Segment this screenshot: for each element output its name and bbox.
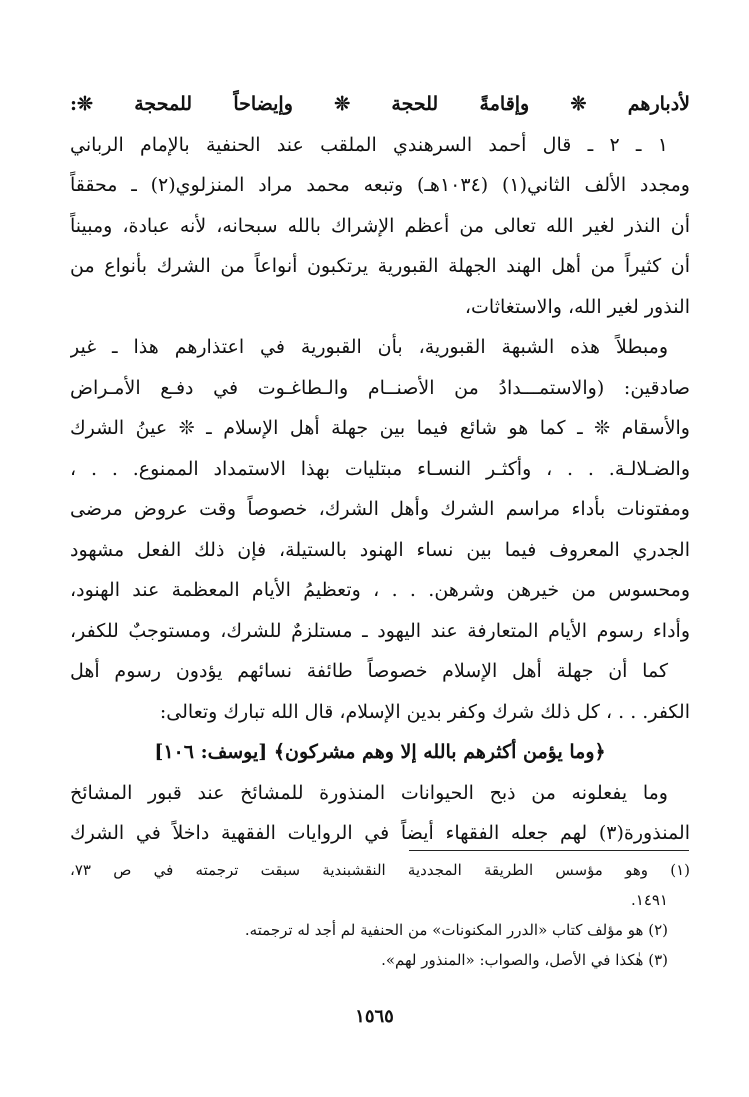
text-line-1: لأدبارهم ❊ وإقامةً للحجة ❊ وإيضاحاً للمحجة ❊: bbox=[70, 93, 690, 115]
page-number: ١٥٦٥ bbox=[355, 1006, 394, 1027]
text-line-6: النذور لغير الله، والاستغاثات، bbox=[464, 295, 690, 318]
main-text-block bbox=[70, 84, 690, 854]
text-line-13: ومحسوس من خيرهن وشرهن. . . ، وتعظيمُ الأيام المعظمة عند الهنود، bbox=[70, 579, 690, 601]
text-line-19: المنذورة(٣) لهم جعله الفقهاء أيضاً في الروايات الفقهية داخلاً في الشرك bbox=[70, 822, 690, 844]
text-line-2: ١ ـ ٢ ـ قال أحمد السرهندي الملقب عند الحنفية بالإمام الرباني bbox=[70, 133, 668, 156]
footnote-1-line-1: (١) وهو مؤسس الطريقة المجددية النقشبندية سبقت ترجمته في ص ٧٣، bbox=[70, 861, 690, 879]
text-line-4: أن النذر لغير الله تعالى من أعظم الإشراك بالله سبحانه، لأنه عبادة، ومبيناً bbox=[70, 214, 690, 237]
text-line-15: كما أن جهلة أهل الإسلام خصوصاً طائفة نسائهم يؤدون رسوم أهل bbox=[70, 660, 668, 682]
text-line-18: وما يفعلونه من ذبح الحيوانات المنذورة للمشائخ عند قبور المشائخ bbox=[70, 781, 668, 804]
footnote-1-line-2: ١٤٩١. bbox=[630, 891, 668, 909]
text-line-7: ومبطلاً هذه الشبهة القبورية، بأن القبورية في اعتذارهم هذا ـ غير bbox=[70, 336, 668, 358]
quran-verse: ﴿وما يؤمن أكثرهم بالله إلا وهم مشركون﴾ [يوسف: ١٠٦] bbox=[154, 741, 606, 763]
text-line-12: الجدري المعروف فيما بين نساء الهنود بالستيلة، فإن ذلك الفعل مشهود bbox=[70, 538, 690, 561]
text-line-10: والضـلالـة. . . ، وأكثـر النسـاء مبتليات بهذا الاستمداد الممنوع. . . ، bbox=[70, 457, 690, 480]
footnote-2: (٢) هو مؤلف كتاب «الدرر المكنونات» من الحنفية لم أجد له ترجمته. bbox=[244, 921, 668, 939]
text-line-3: ومجدد الألف الثاني(١) (١٠٣٤هـ) وتبعه محمد مراد المنزلوي(٢) ـ محققاً bbox=[70, 174, 690, 196]
text-line-9: والأسقام ❊ ـ كما هو شائع فيما بين جهلة أهل الإسلام ـ ❊ عينُ الشرك bbox=[70, 417, 690, 439]
footnotes-block bbox=[70, 855, 690, 975]
text-line-5: أن كثيراً من أهل الهند الجهلة القبورية يرتكبون أنواعاً من الشرك بأنواع من bbox=[70, 255, 690, 277]
text-line-8: صادقين: (والاستمـــدادُ من الأصنــام والـطاغـوت في دفـع الأمـراض bbox=[70, 376, 690, 399]
text-line-11: ومفتونات بأداء مراسم الشرك وأهل الشرك، خصوصاً وقت عروض مرضى bbox=[70, 498, 690, 520]
footnote-divider bbox=[409, 850, 689, 851]
footnote-3: (٣) هٰكذا في الأصل، والصواب: «المنذور لهم». bbox=[381, 951, 668, 969]
text-line-16: الكفر. . . ، كل ذلك شرك وكفر بدين الإسلام، قال الله تبارك وتعالى: bbox=[159, 700, 690, 723]
text-line-14: وأداء رسوم الأيام المتعارفة عند اليهود ـ مستلزمٌ للشرك، ومستوجبٌ للكفر، bbox=[70, 619, 690, 642]
